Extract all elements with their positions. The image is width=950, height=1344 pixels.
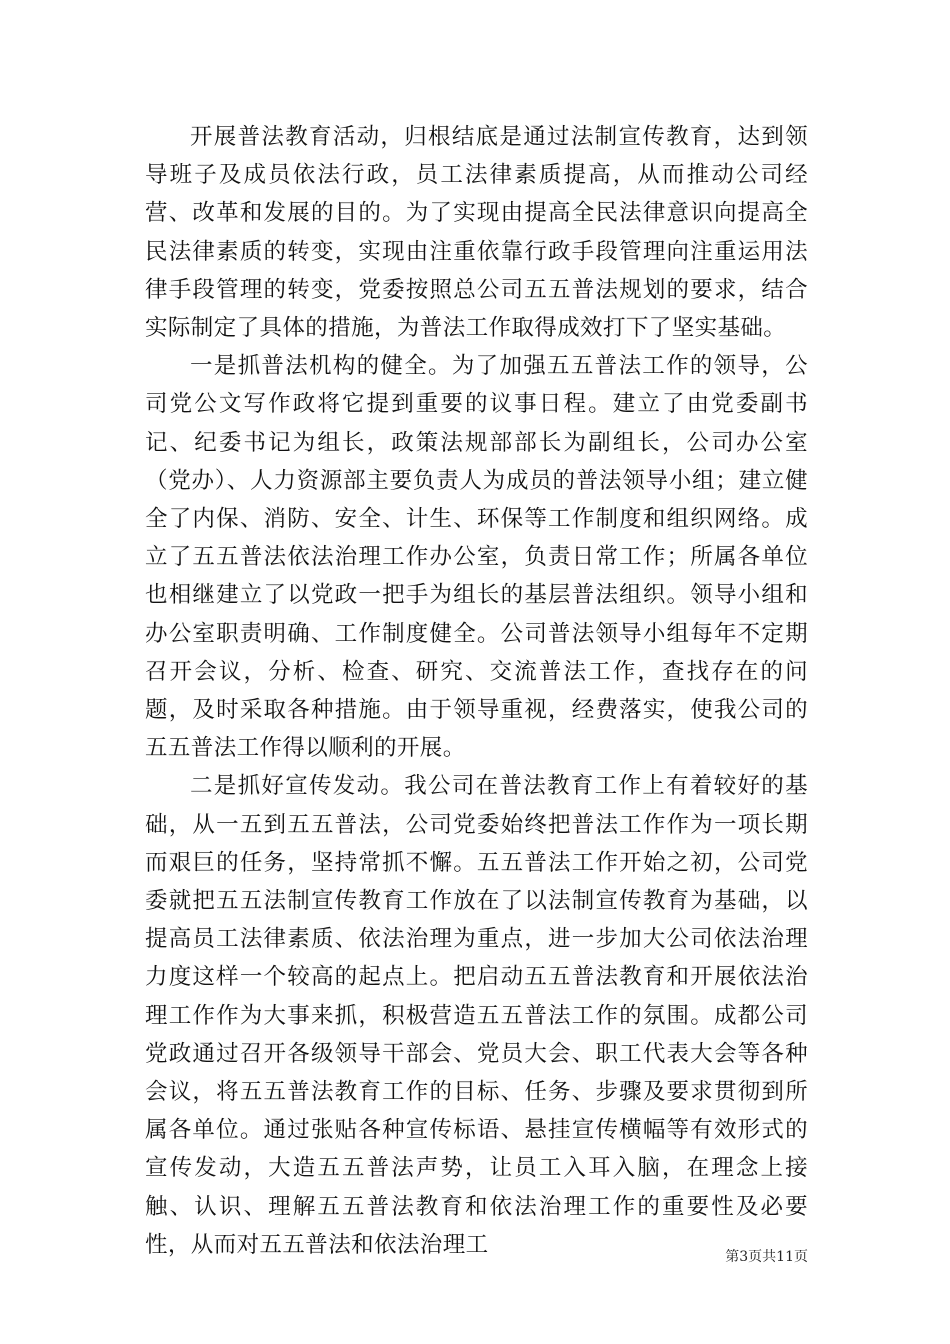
paragraph-intro: 开展普法教育活动，归根结底是通过法制宣传教育，达到领导班子及成员依法行政，员工法律素质提高，从而推动公司经营、改革和发展的目的。为了实现由提高全民法律意识向提高全民法律素质的转变，实现由注重依靠行政手段管理向注重运用法律手段管理的转变，党委按照总公司五五普法规划的要求，结合实际制定了具体的措施，为普法工作取得成效打下了坚实基础。 [145,124,808,342]
paragraph-publicity: 二是抓好宣传发动。我公司在普法教育工作上有着较好的基础，从一五到五五普法，公司党委始终把普法工作作为一项长期而艰巨的任务，坚持常抓不懈。五五普法工作开始之初，公司党委就把五五法制宣传教育工作放在了以法制宣传教育为基础，以提高员工法律素质、依法治理为重点，进一步加大公司依法治理力度这样一个较高的起点上。把启动五五普法教育和开展依法治理工作作为大事来抓，积极营造五五普法工作的氛围。成都公司党政通过召开各级领导干部会、党员大会、职工代表大会等各种会议，将五五普法教育工作的目标、任务、步骤及要求贯彻到所属各单位。通过张贴各种宣传标语、悬挂宣传横幅等有效形式的宣传发动，大造五五普法声势，让员工入耳入脑，在理念上接触、认识、理解五五普法教育和依法治理工作的重要性及必要性，从而对五五普法和依法治理工 [145,773,808,1258]
document-body [145,118,808,1264]
page-number-footer: 第3页共11页 [725,1249,808,1265]
paragraph-organization: 一是抓普法机构的健全。为了加强五五普法工作的领导，公司党公文写作政将它提到重要的议事日程。建立了由党委副书记、纪委书记为组长，政策法规部部长为副组长，公司办公室（党办）、人力资源部主要负责人为成员的普法领导小组；建立健全了内保、消防、安全、计生、环保等工作制度和组织网络。成立了五五普法依法治理工作办公室，负责日常工作；所属各单位也相继建立了以党政一把手为组长的基层普法组织。领导小组和办公室职责明确、工作制度健全。公司普法领导小组每年不定期召开会议，分析、检查、研究、交流普法工作，查找存在的问题，及时采取各种措施。由于领导重视，经费落实，使我公司的五五普法工作得以顺利的开展。 [145,353,808,762]
